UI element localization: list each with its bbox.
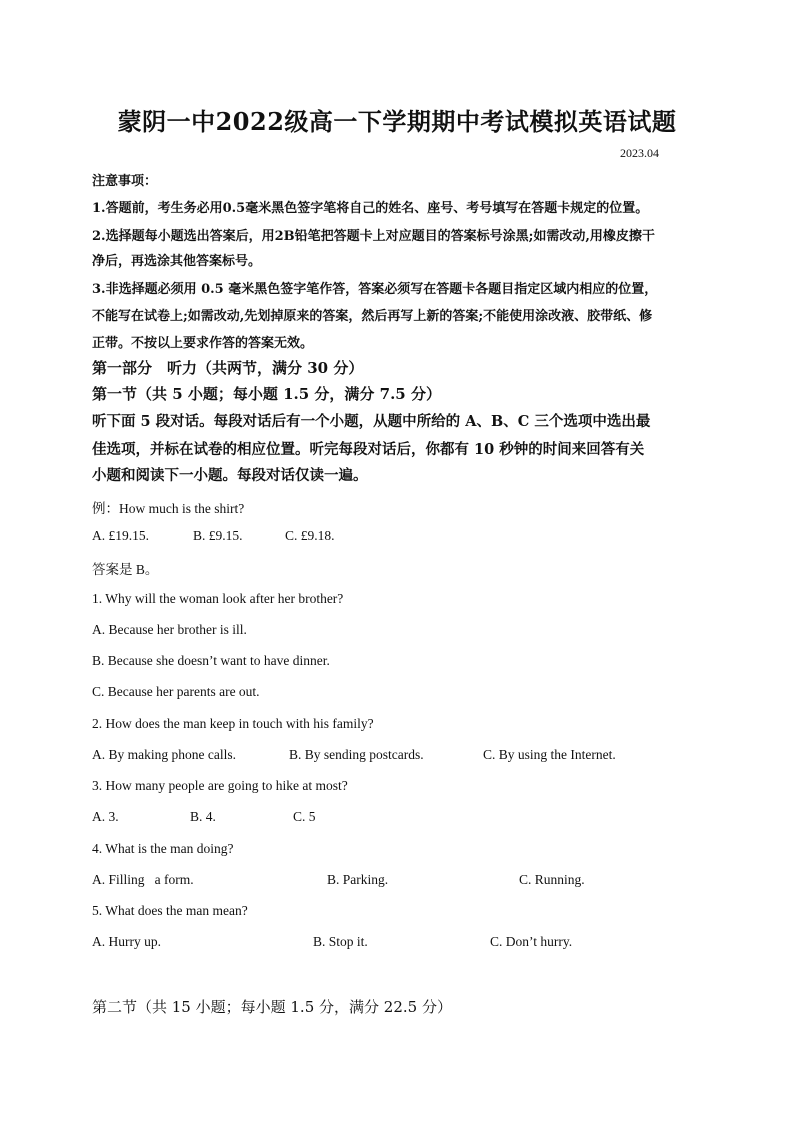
question-1-option-a: A. Because her brother is ill. [92, 622, 247, 637]
example-option-c: C. £9.18. [285, 528, 335, 543]
question-3-option-c: C. 5 [293, 809, 316, 824]
notice-line-1: 1.答题前，考生务必用0.5毫米黑色签字笔将自己的姓名、座号、考号填写在答题卡规定的位置。 [92, 201, 649, 216]
question-4-option-a: A. Filling a form. [92, 872, 194, 887]
question-3: 3. How many people are going to hike at most? [92, 778, 348, 793]
example-option-b: B. £9.15. [193, 528, 243, 543]
notice-line-2a: 2.选择题每小题选出答案后，用2B铅笔把答题卡上对应题目的答案标号涂黑;如需改动,用橡皮擦干 [92, 229, 655, 244]
question-2-option-b: B. By sending postcards. [289, 747, 424, 762]
question-5-option-a: A. Hurry up. [92, 934, 161, 949]
question-3-option-b: B. 4. [190, 809, 216, 824]
question-1-option-c: C. Because her parents are out. [92, 684, 260, 699]
question-4: 4. What is the man doing? [92, 841, 234, 856]
example-question: 例：How much is the shirt? [92, 501, 245, 516]
question-4-option-b: B. Parking. [327, 872, 389, 887]
question-2-option-c: C. By using the Internet. [483, 747, 616, 762]
page-title: 蒙阴一中2022级高一下学期期中考试模拟英语试题 [117, 107, 677, 136]
question-5-option-c: C. Don’t hurry. [490, 934, 573, 949]
notice-heading: 注意事项： [92, 174, 158, 189]
notice-line-3c: 正带。不按以上要求作答的答案无效。 [92, 336, 314, 351]
question-1-option-b: B. Because she doesn’t want to have dinner. [92, 653, 330, 668]
notice-line-2b: 净后，再选涂其他答案标号。 [92, 254, 262, 269]
section1-heading: 第一节（共 5 小题；每小题 1.5 分，满分 7.5 分） [92, 385, 441, 403]
question-5-option-b: B. Stop it. [313, 934, 368, 949]
example-option-a: A. £19.15. [92, 528, 149, 543]
question-5: 5. What does the man mean? [92, 903, 248, 918]
question-3-option-a: A. 3. [92, 809, 119, 824]
instruction-line-2: 佳选项，并标在试卷的相应位置。听完每段对话后，你都有 10 秒钟的时间来回答有关 [92, 441, 645, 458]
instruction-line-1: 听下面 5 段对话。每段对话后有一个小题，从题中所给的 A、B、C 三个选项中选出最 [92, 413, 651, 430]
example-answer: 答案是 B。 [92, 562, 159, 577]
question-4-option-c: C. Running. [519, 872, 585, 887]
part1-heading: 第一部分 听力（共两节，满分 30 分） [92, 359, 364, 377]
notice-line-3a: 3.非选择题必须用 0.5 毫米黑色签字笔作答，答案必须写在答题卡各题目指定区域内相应的位置， [92, 282, 658, 297]
instruction-line-3: 小题和阅读下一小题。每段对话仅读一遍。 [92, 467, 368, 484]
question-2: 2. How does the man keep in touch with his family? [92, 716, 374, 731]
notice-line-3b: 不能写在试卷上;如需改动,先划掉原来的答案，然后再写上新的答案;不能使用涂改液、胶带纸、修 [92, 309, 653, 324]
section2-heading: 第二节（共 15 小题；每小题 1.5 分，满分 22.5 分） [92, 998, 452, 1016]
question-1: 1. Why will the woman look after her brother? [92, 591, 344, 606]
question-2-option-a: A. By making phone calls. [92, 747, 236, 762]
exam-date: 2023.04 [620, 146, 659, 160]
